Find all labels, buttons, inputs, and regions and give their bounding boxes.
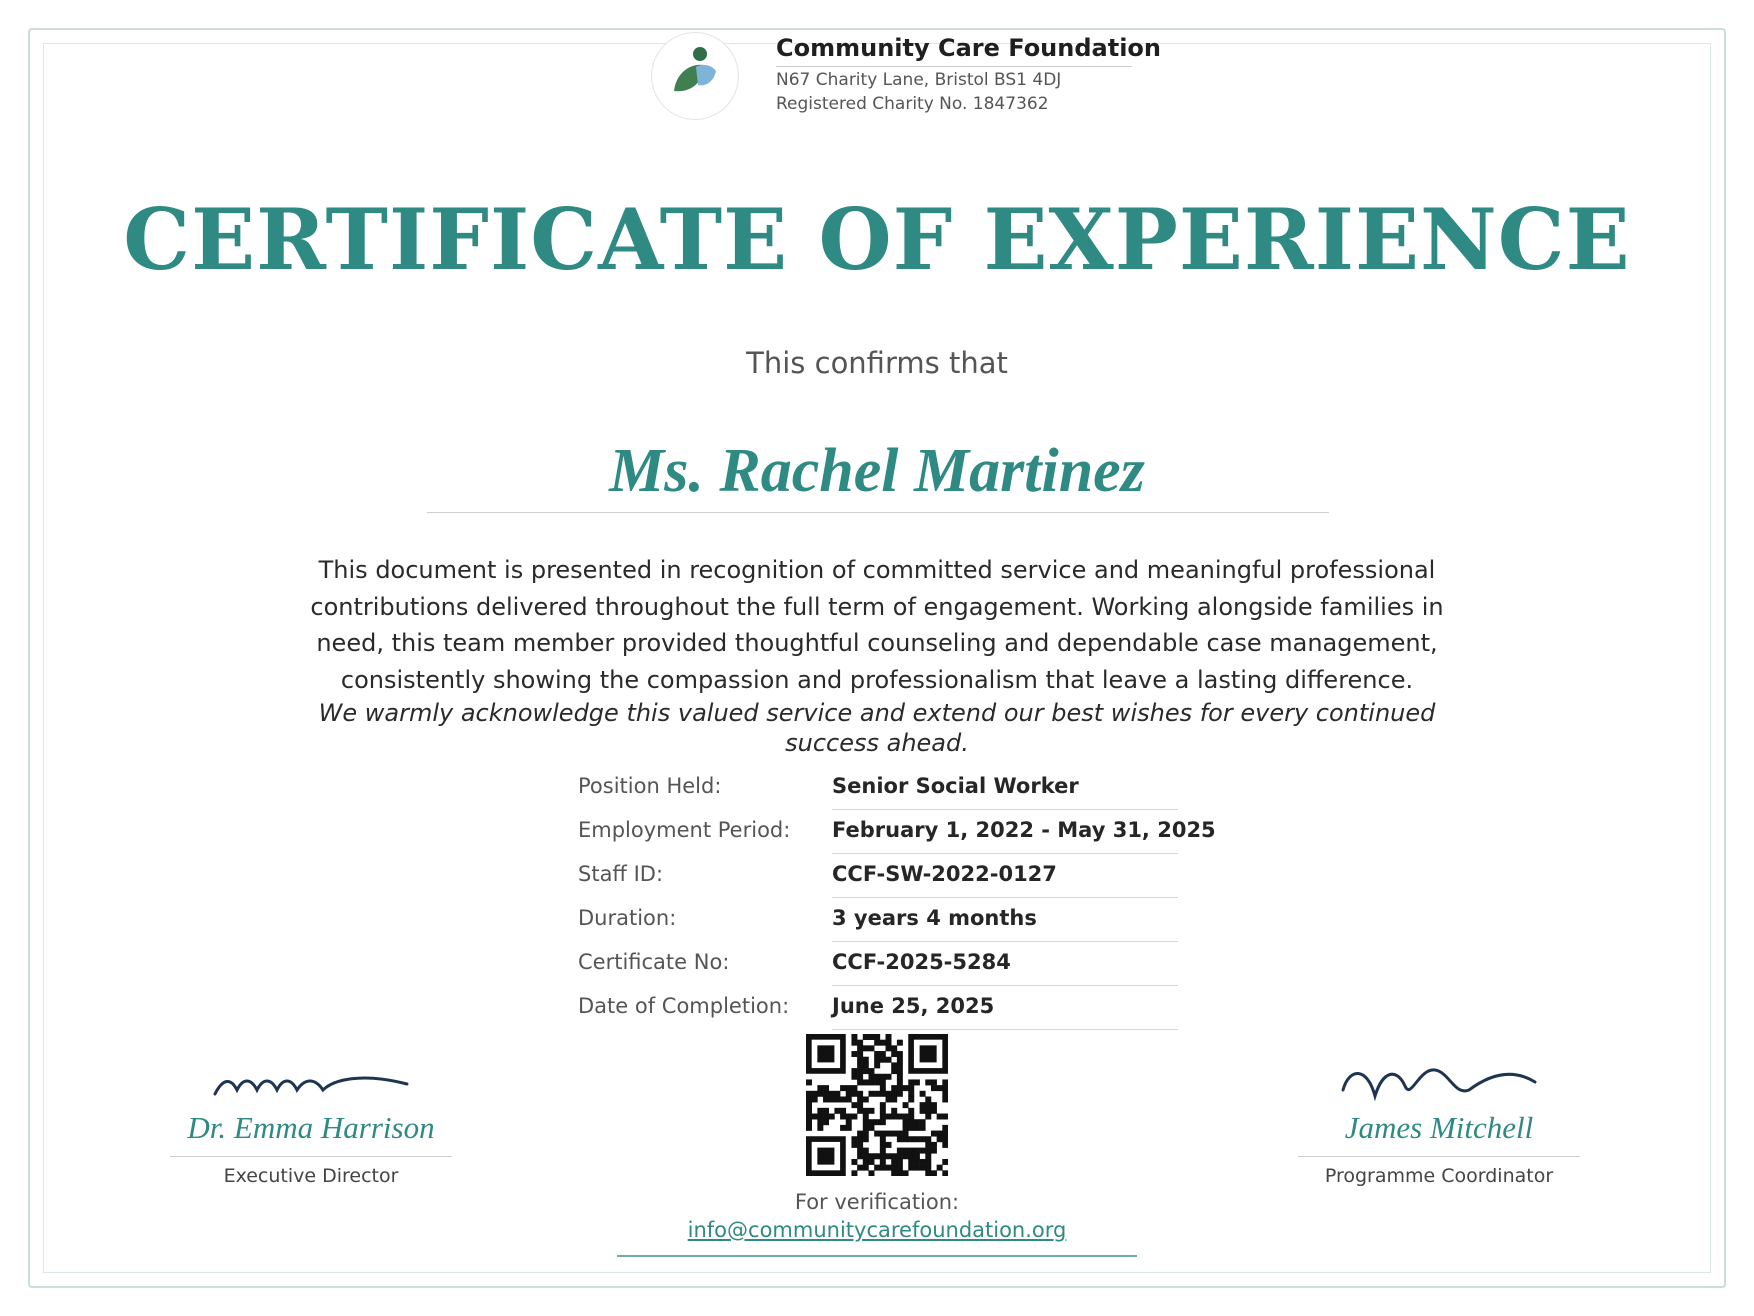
detail-label: Date of Completion:	[578, 994, 790, 1018]
verification-email-link[interactable]: info@communitycarefoundation.org	[687, 1218, 1067, 1242]
qr-code-icon	[806, 1034, 948, 1180]
detail-row-staff-id	[578, 854, 1178, 898]
signatory-role-left: Executive Director	[223, 1165, 399, 1187]
detail-value: Senior Social Worker	[832, 774, 1079, 798]
leaf-person-icon	[651, 32, 739, 120]
verification-label: For verification:	[794, 1190, 960, 1214]
recipient-divider	[427, 512, 1329, 513]
detail-value: CCF-2025-5284	[832, 950, 1011, 974]
detail-row-completion-date	[578, 986, 1178, 1030]
signature-line-left	[170, 1156, 452, 1157]
organization-address: N67 Charity Lane, Bristol BS1 4DJ	[776, 70, 1062, 90]
signatory-role-right: Programme Coordinator	[1324, 1165, 1554, 1187]
organization-divider	[776, 66, 1132, 67]
closing-paragraph: We warmly acknowledge this valued service and extend our best wishes for every continued success ahead.	[318, 699, 1436, 757]
detail-divider	[832, 1029, 1178, 1030]
detail-value: June 25, 2025	[832, 994, 995, 1018]
detail-label: Duration:	[578, 906, 677, 930]
detail-value: CCF-SW-2022-0127	[832, 862, 1057, 886]
organization-name: Community Care Foundation	[776, 34, 1161, 62]
detail-value: February 1, 2022 - May 31, 2025	[832, 818, 1216, 842]
detail-value: 3 years 4 months	[832, 906, 1037, 930]
detail-label: Staff ID:	[578, 862, 664, 886]
certificate-title: CERTIFICATE OF EXPERIENCE	[123, 190, 1631, 289]
signature-block-right	[1298, 1060, 1580, 1187]
detail-row-duration	[578, 898, 1178, 942]
recognition-paragraph: This document is presented in recognition of committed service and meaningful professional contributions delivered throughout the full term of engagement. Working alongside families in need, this team member provided thoughtful counseling and dependable case management, consistently showing the compassion and professionalism that leave a lasting difference.	[310, 556, 1444, 694]
signature-scribble-right	[1339, 1060, 1539, 1104]
confirms-text: This confirms that	[746, 346, 1008, 380]
signatory-name-left: Dr. Emma Harrison	[187, 1110, 435, 1145]
signatory-name-right: James Mitchell	[1344, 1110, 1534, 1145]
detail-label: Employment Period:	[578, 818, 791, 842]
detail-row-employment-period	[578, 810, 1216, 854]
detail-label: Certificate No:	[578, 950, 730, 974]
signature-scribble-left	[211, 1060, 411, 1104]
detail-row-position	[578, 766, 1178, 810]
signature-block-left	[170, 1060, 452, 1187]
charity-number: Registered Charity No. 1847362	[776, 94, 1049, 114]
detail-label: Position Held:	[578, 774, 722, 798]
detail-row-certificate-no	[578, 942, 1178, 986]
recipient-name: Ms. Rachel Martinez	[609, 437, 1145, 505]
signature-line-right	[1298, 1156, 1580, 1157]
verification-divider	[617, 1255, 1137, 1257]
